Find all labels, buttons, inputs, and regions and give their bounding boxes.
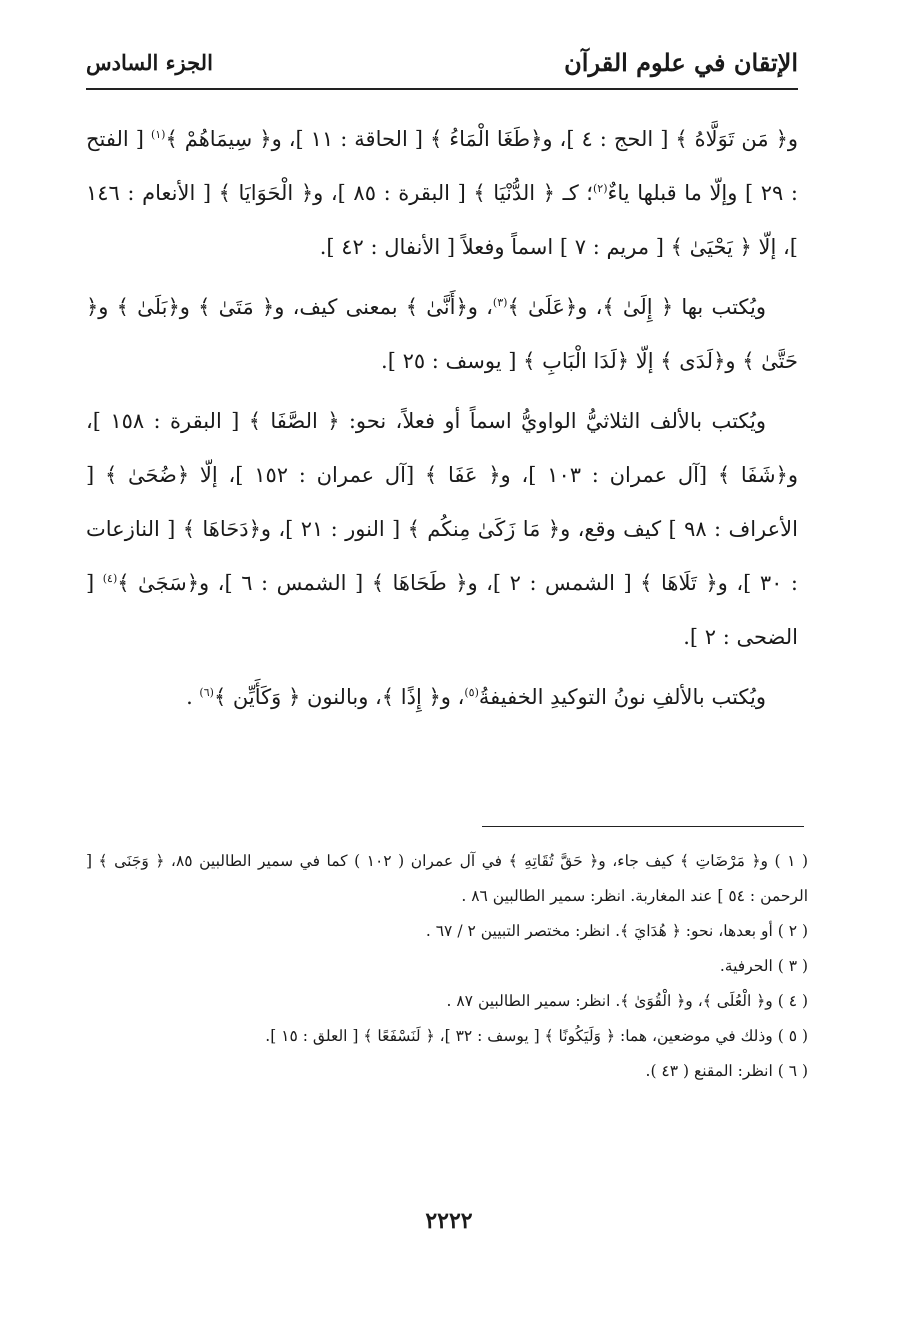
running-header (86, 44, 798, 90)
page-number: ٢٢٢٢ (425, 1208, 473, 1234)
paragraph-3-end: [ الضحى : ٢ ]. (86, 571, 798, 649)
footnote-5: ( ٥ ) وذلك في موضعين، هما: ﴿ وَلَيَكُونًا ﴾ [ يوسف : ٣٢ ]، ﴿ لَنَسْفَعًا ﴾ [ العلق : ١٥ ]. (265, 1027, 808, 1045)
footnote-4: ( ٤ ) و﴿ الْعُلَى ﴾، و﴿ الْقُوَىٰ ﴾. انظر: سمير الطالبين ٨٧ . (446, 992, 808, 1010)
paragraph-4-text: ويُكتب بالألفِ نونُ التوكيدِ الخفيفةُ (478, 685, 766, 709)
footnote-ref-5[interactable]: (٥) (464, 686, 479, 699)
paragraph-1 (86, 112, 798, 274)
paragraph-2 (86, 280, 798, 388)
paragraph-1-part-c: ؛ كـ ﴿ الدُّنْيَا ﴾ [ البقرة : ٨٥ ]، و﴿ الْحَوَايَا ﴾ [ الأنعام : ١٤٦ ]، إلّا ﴿ يَحْيَىٰ ﴾ [ مريم : ٧ ] اسماً وفعلاً [ الأنفال : ٤٢ ]. (86, 181, 798, 259)
footnote-ref-6[interactable]: (٦) (199, 686, 214, 699)
paragraph-3-text: ويُكتب بالألف الثلاثيُّ الواويُّ اسماً أو فعلاً، نحو: ﴿ الصَّفَا ﴾ [ البقرة : ١٥٨ ]، و﴿شَفَا ﴾ [آل عمران : ١٠٣ ]، و﴿ عَفَا ﴾ [آل عمران : ١٥٢ ]، إلّا ﴿ضُحَىٰ ﴾ [ الأعراف : ٩٨ ] كيف وقع، و﴿ مَا زَكَىٰ مِنكُم ﴾ [ النور : ٢١ ]، و﴿دَحَاهَا ﴾ [ النازعات : ٣٠ ]، و﴿ تَلَاهَا ﴾ [ الشمس : ٢ ]، و﴿ طَحَاهَا ﴾ [ الشمس : ٦ ]، و﴿سَجَىٰ ﴾ (86, 409, 798, 595)
footnote-3: ( ٣ ) الحرفية. (719, 957, 808, 975)
paragraph-4-end: . (186, 685, 200, 709)
paragraph-4-mid: ، و﴿ إِذًا ﴾، وبالنون ﴿ وَكَأَيِّن ﴾ (213, 685, 465, 709)
part-label: الجزء السادس (86, 50, 213, 75)
footnote-ref-4[interactable]: (٤) (102, 572, 118, 585)
paragraph-3 (86, 394, 798, 664)
paragraph-2-part-a: ويُكتب بها ﴿ إِلَىٰ ﴾، و﴿عَلَىٰ ﴾ (507, 295, 766, 319)
footnote-6: ( ٦ ) انظر: المقنع ( ٤٣ ). (645, 1062, 808, 1080)
footnote-ref-1[interactable]: (١) (150, 128, 166, 141)
footnote-ref-2[interactable]: (٢) (593, 182, 608, 195)
paragraph-1-part-a: و﴿ مَن تَوَلَّاهُ ﴾ [ الحج : ٤ ]، و﴿طَغَا الْمَاءُ ﴾ [ الحاقة : ١١ ]، و﴿ سِيمَاهُمْ ﴾ (165, 127, 799, 151)
footnote-separator (482, 826, 804, 827)
paragraph-1-part-b: [ الفتح : ٢٩ ] وإلّا ما قبلها ياءٌ (86, 127, 798, 205)
footnote-1: ( ١ ) و﴿ مَرْضَاتِ ﴾ كيف جاء، و﴿ حَقَّ تُقَاتِهِ ﴾ في آل عمران ( ١٠٢ ) كما في سمير الطالبين ٨٥، ﴿ وَجَنَى ﴾ [ الرحمن : ٥٤ ] عند المغاربة. انظر: سمير الطالبين ٨٦ . (86, 852, 808, 905)
footnotes (86, 844, 808, 1089)
footnote-ref-3[interactable]: (٣) (492, 296, 508, 309)
footnote-2: ( ٢ ) أو بعدها، نحو: ﴿ هُدَايَ ﴾. انظر: مختصر التبيين ٢ / ٦٧ . (425, 922, 808, 940)
main-text (86, 112, 798, 724)
paragraph-4 (86, 670, 798, 724)
paragraph-2-part-b: ، و﴿أَنَّىٰ ﴾ بمعنى كيف، و﴿ مَتَىٰ ﴾ و﴿بَلَىٰ ﴾ و﴿ حَتَّىٰ ﴾ و﴿لَدَى ﴾ إلّا ﴿لَدَا الْبَابِ ﴾ [ يوسف : ٢٥ ]. (86, 295, 798, 373)
book-title: الإتقان في علوم القرآن (564, 48, 798, 77)
